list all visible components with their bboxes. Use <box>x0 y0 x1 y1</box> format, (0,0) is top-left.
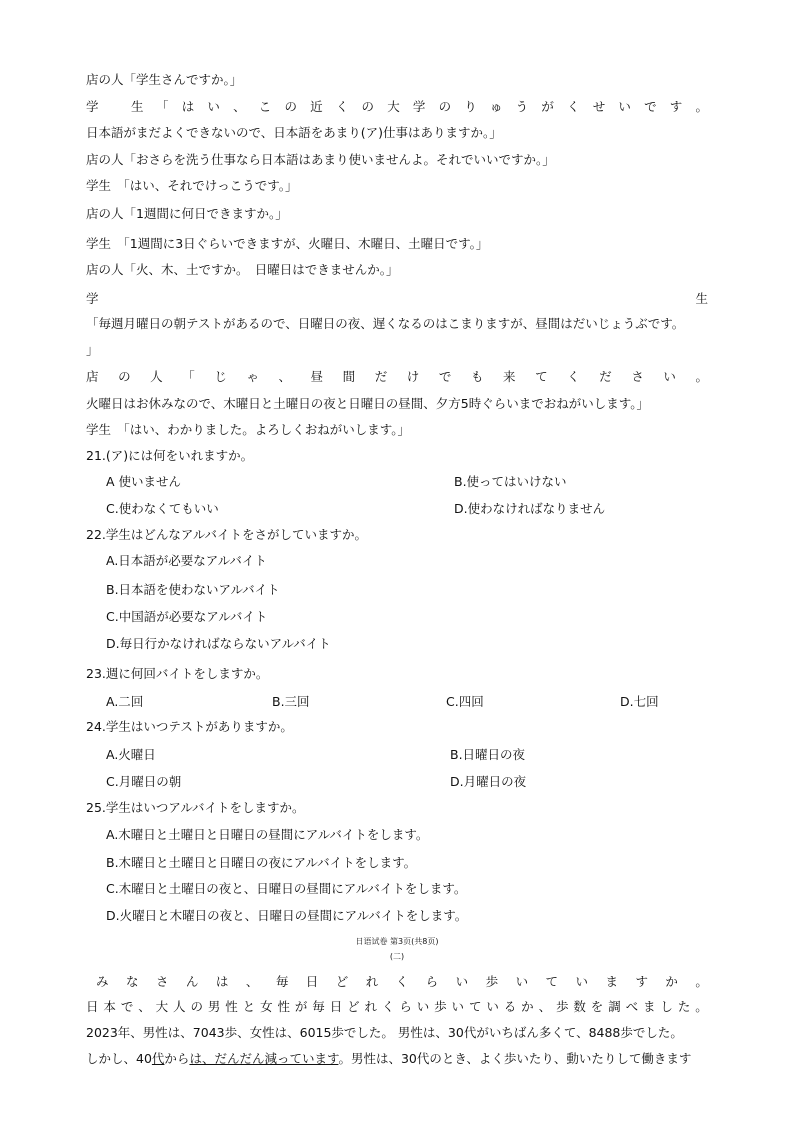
question-stem: 22.学生はどんなアルバイトをさがしていますか。 <box>86 527 368 542</box>
spread-char: 大 <box>155 999 169 1014</box>
passage-line: 2023年、男性は、7043歩、女性は、6015歩でした。 男性は、30代がいちばん多くて、8488歩でした。 <box>86 1025 683 1040</box>
spread-char: 歩 <box>485 974 499 989</box>
section-heading: (二) <box>389 952 405 961</box>
spread-char: 来 <box>503 369 516 384</box>
spread-char: 店 <box>86 369 99 384</box>
answer-option: A 使いません <box>106 474 182 489</box>
spread-char: く <box>567 99 580 114</box>
spread-char: く <box>335 99 349 114</box>
answer-option: C.月曜日の朝 <box>106 774 182 789</box>
spread-char: 、 <box>138 999 151 1014</box>
spread-char: ら <box>399 999 412 1014</box>
spread-char: て <box>468 999 482 1014</box>
spread-char: ま <box>605 974 618 989</box>
spread-char: い <box>416 999 430 1014</box>
spread-char: が <box>294 999 308 1014</box>
spread-char: く <box>395 974 409 989</box>
spread-char: る <box>503 999 517 1014</box>
spread-char: と <box>242 999 256 1014</box>
spread-char: 。 <box>695 99 708 114</box>
answer-option: B.使ってはいけない <box>454 474 567 489</box>
spread-char: い <box>486 999 499 1014</box>
dialogue-line: 」 <box>86 342 99 357</box>
spread-char: こ <box>258 99 272 114</box>
spread-char: さ <box>631 369 644 384</box>
spread-char: た <box>677 999 691 1014</box>
spread-char: 歩 <box>555 999 569 1014</box>
dialogue-line: 「毎週月曜日の朝テストがあるので、日曜日の夜、遅くなるのはこまりますが、昼間はだいじょうぶです。 <box>86 316 685 331</box>
answer-option: B.日曜日の夜 <box>450 747 526 762</box>
spread-char: を <box>590 999 604 1014</box>
spread-char: 日 <box>329 999 343 1014</box>
spread-char: い <box>618 99 631 114</box>
spread-char: 「 <box>156 99 169 114</box>
answer-option: C.四回 <box>446 694 484 709</box>
dialogue-line: 火曜日はお休みなので、木曜日と土曜日の夜と日曜日の昼間、夕方5時ぐらいまでおねがいします。」 <box>86 396 649 411</box>
spread-char: 、 <box>538 999 552 1014</box>
spread-char: い <box>455 974 469 989</box>
question-stem: 25.学生はいつアルバイトをしますか。 <box>86 800 305 815</box>
underlined-text: 代 <box>151 1051 165 1066</box>
dialogue-line: 店の人「学生さんですか。」 <box>86 72 243 87</box>
answer-option: D.月曜日の夜 <box>450 774 527 789</box>
spread-char: だ <box>374 369 388 384</box>
spread-char: す <box>635 974 648 989</box>
spread-char: い <box>451 999 465 1014</box>
spread-char: さ <box>155 974 169 989</box>
passage-text: から <box>164 1051 190 1066</box>
spread-char: だ <box>599 369 612 384</box>
dialogue-line: 学生 「1週間に3日ぐらいできますが、火曜日、木曜日、土曜日です。」 <box>86 236 489 251</box>
spread-char: ゃ <box>246 369 259 384</box>
answer-option: C.使わなくてもいい <box>106 501 219 516</box>
dialogue-line <box>86 289 708 307</box>
passage-text: 。男性は、30代のとき、よく歩いたり、動いたりして働きます <box>338 1051 692 1066</box>
spread-char: す <box>669 99 683 114</box>
speaker-char: 学 <box>86 291 99 306</box>
spread-char: の <box>361 99 375 114</box>
answer-option: A.二回 <box>106 694 144 709</box>
spread-char: ゅ <box>489 99 503 114</box>
passage-line <box>86 1049 691 1067</box>
spread-char: 男 <box>207 999 221 1014</box>
dialogue-line <box>86 367 708 385</box>
spread-char: 間 <box>342 369 356 384</box>
spread-char: べ <box>625 999 639 1014</box>
spread-char: い <box>207 99 220 114</box>
spread-text <box>156 97 708 115</box>
answer-option: B.木曜日と土曜日と日曜日の夜にアルバイトをします。 <box>106 855 417 870</box>
spread-char: 「 <box>182 369 195 384</box>
question-stem: 23.週に何回バイトをしますか。 <box>86 666 269 681</box>
page-footer: 日语试卷 第3页(共8页) <box>355 937 439 946</box>
answer-option: A.日本語が必要なアルバイト <box>106 553 267 568</box>
spread-char: 日 <box>86 999 99 1014</box>
spread-char: 昼 <box>310 369 324 384</box>
spread-char: で <box>120 999 134 1014</box>
spread-char: 人 <box>150 369 163 384</box>
spread-char: 、 <box>278 369 291 384</box>
dialogue-line: 店の人「1週間に何日できますか。」 <box>86 206 288 221</box>
spread-char: 。 <box>695 369 708 384</box>
spread-char: く <box>567 369 580 384</box>
answer-option: D.火曜日と木曜日の夜と、日曜日の昼間にアルバイトをします。 <box>106 908 468 923</box>
spread-char: 。 <box>695 999 708 1014</box>
spread-char: い <box>663 369 676 384</box>
spread-char: み <box>96 974 109 989</box>
spread-char: い <box>515 974 529 989</box>
spread-char: り <box>464 99 477 114</box>
speaker-char: 生 <box>695 291 708 306</box>
answer-option: D.使わなければなりません <box>454 501 606 516</box>
spread-char: く <box>381 999 395 1014</box>
spread-char: で <box>644 99 657 114</box>
dialogue-line: 日本語がまだよくできないので、日本語をあまり(ア)仕事はありますか。」 <box>86 125 502 140</box>
spread-char: か <box>665 974 678 989</box>
spread-char: 毎 <box>312 999 325 1014</box>
answer-option: D.七回 <box>620 694 659 709</box>
spread-char: 学 <box>412 99 426 114</box>
spread-char: れ <box>365 974 379 989</box>
answer-option: A.火曜日 <box>106 747 156 762</box>
answer-option: B.三回 <box>272 694 310 709</box>
spread-char: が <box>541 99 554 114</box>
answer-option: A.木曜日と土曜日と日曜日の昼間にアルバイトをします。 <box>106 827 429 842</box>
dialogue-line: 店の人「おさらを洗う仕事なら日本語はあまり使いませんよ。それでいいですか。」 <box>86 152 555 167</box>
spread-char: 性 <box>277 999 290 1014</box>
question-stem: 24.学生はいつテストがありますか。 <box>86 719 293 734</box>
spread-char: は <box>181 99 195 114</box>
spread-char: 。 <box>695 974 708 989</box>
spread-char: 、 <box>233 99 246 114</box>
spread-char: 女 <box>260 999 273 1014</box>
spread-char: せ <box>592 99 606 114</box>
spread-char: 歩 <box>434 999 447 1014</box>
spread-char: ま <box>643 999 656 1014</box>
spread-char: け <box>406 369 420 384</box>
spread-char: の <box>438 99 452 114</box>
spread-char: 毎 <box>275 974 289 989</box>
spread-char: は <box>215 974 229 989</box>
answer-option: B.日本語を使わないアルバイト <box>106 582 280 597</box>
spread-char: 本 <box>103 999 116 1014</box>
answer-option: D.毎日行かなければならないアルバイト <box>106 636 331 651</box>
spread-char: れ <box>364 999 378 1014</box>
underlined-text: は、だんだん減っています <box>189 1051 339 1066</box>
spread-char: の <box>284 99 297 114</box>
spread-char: も <box>470 369 484 384</box>
spread-char: で <box>438 369 452 384</box>
spread-char: じ <box>214 369 227 384</box>
dialogue-line: 学生 「はい、わかりました。よろしくおねがいします。」 <box>86 422 411 437</box>
spread-char: か <box>521 999 534 1014</box>
passage-line <box>96 972 708 990</box>
dialogue-line: 店の人「火、木、土ですか。 日曜日はできませんか。」 <box>86 262 399 277</box>
spread-char: 人 <box>173 999 186 1014</box>
spread-char: う <box>515 99 529 114</box>
dialogue-line <box>86 97 708 115</box>
passage-text: しかし、40 <box>86 1051 152 1066</box>
spread-char: ら <box>425 974 439 989</box>
spread-char: 数 <box>573 999 586 1014</box>
spread-char: て <box>545 974 559 989</box>
spread-char: ど <box>335 974 349 989</box>
spread-char: し <box>660 999 673 1014</box>
dialogue-line: 学生 「はい、それでけっこうです。」 <box>86 178 298 193</box>
question-stem: 21.(ア)には何をいれますか。 <box>86 448 254 463</box>
spread-char: ん <box>185 974 199 989</box>
spread-char: 日 <box>305 974 319 989</box>
answer-option: C.中国語が必要なアルバイト <box>106 609 268 624</box>
spread-char: 近 <box>310 99 323 114</box>
spread-char: ど <box>347 999 360 1014</box>
passage-line <box>86 997 708 1015</box>
spread-char: の <box>118 369 131 384</box>
speaker-label: 学 生 <box>86 99 154 114</box>
spread-char: 、 <box>245 974 259 989</box>
spread-char: い <box>575 974 589 989</box>
answer-option: C.木曜日と土曜日の夜と、日曜日の昼間にアルバイトをします。 <box>106 881 467 896</box>
spread-char: 大 <box>387 99 400 114</box>
spread-char: 性 <box>225 999 238 1014</box>
spread-char: て <box>535 369 548 384</box>
spread-char: 調 <box>608 999 621 1014</box>
spread-char: な <box>125 974 139 989</box>
spread-char: の <box>190 999 203 1014</box>
